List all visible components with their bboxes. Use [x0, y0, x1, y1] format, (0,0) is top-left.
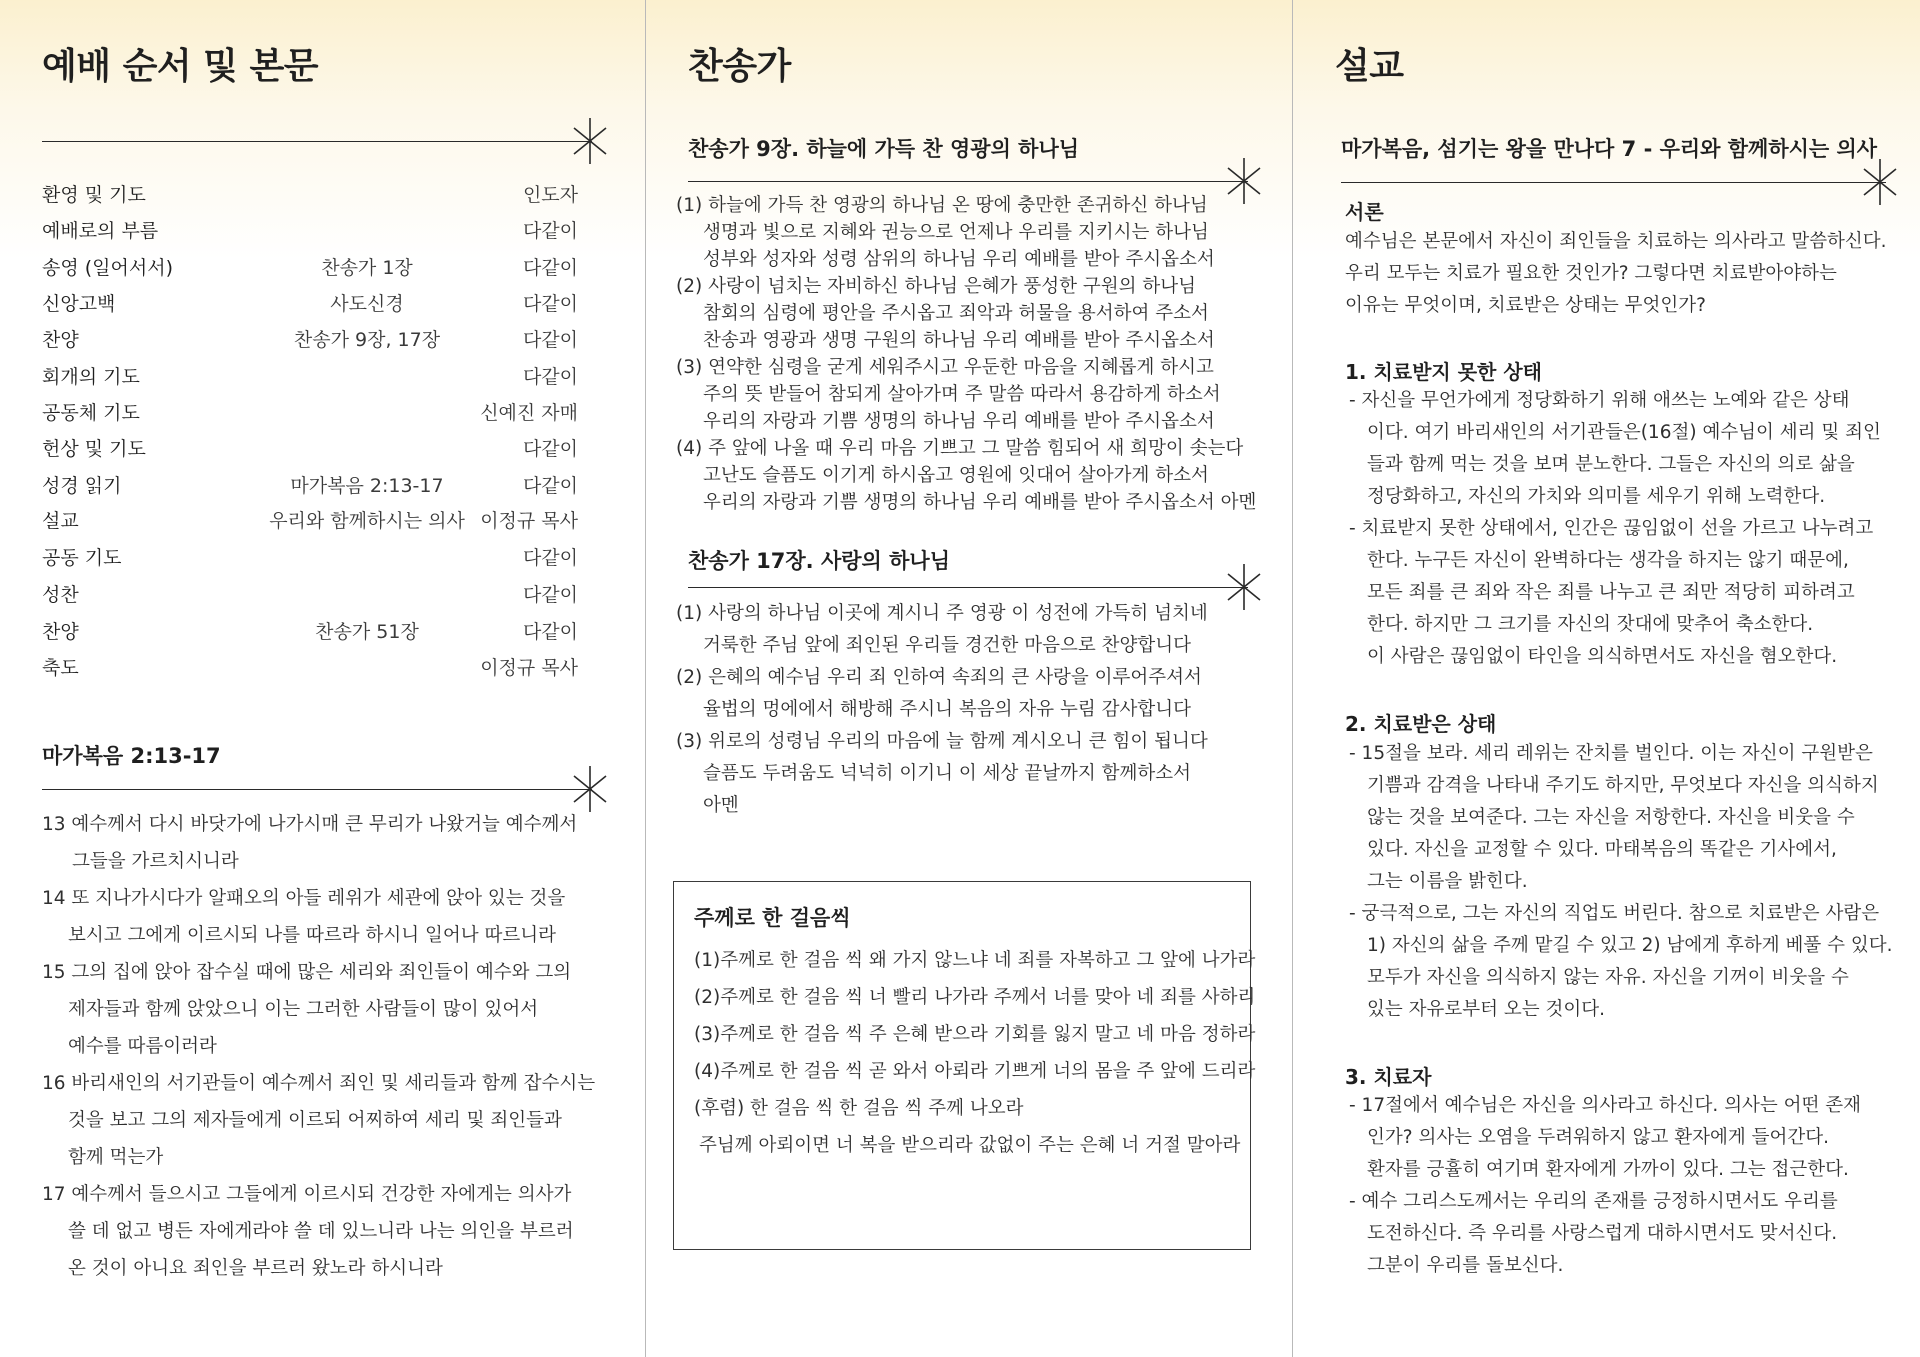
order-item: 신앙고백 [42, 293, 116, 315]
star-divider-icon [1224, 564, 1264, 610]
order-who: 다같이 [522, 329, 578, 351]
sermon-line: 환자를 긍휼히 여기며 환자에게 가까이 있다. 그는 접근한다. [1367, 1159, 1849, 1180]
chorus-lyrics [694, 942, 1255, 1164]
sermon-line: 정당화하고, 자신의 가치와 의미를 세우기 위해 노력한다. [1367, 486, 1826, 507]
sermon-line: 모든 죄를 큰 죄와 작은 죄를 나누고 큰 죄만 적당히 피하려고 [1367, 582, 1855, 603]
section2-heading: 2. 치료받은 상태 [1345, 712, 1497, 736]
lyric-line: 고난도 슬픔도 이기게 하시옵고 영원에 잇대어 살아가게 하소서 [703, 465, 1209, 486]
sermon-title: 마가복음, 섬기는 왕을 만나다 7 - 우리와 함께하시는 의사 [1341, 137, 1878, 161]
verse-line: 16 바리새인의 서기관들이 예수께서 죄인 및 세리들과 함께 잡수시는 [42, 1073, 596, 1094]
order-row [42, 398, 578, 428]
order-row [42, 653, 578, 683]
hymn1-lyrics [676, 192, 1256, 516]
lyric-line: (1)주께로 한 걸음 씩 왜 가지 않느냐 네 죄를 자복하고 그 앞에 나가라 [694, 950, 1256, 971]
order-row [42, 471, 578, 501]
lyric-line: 율법의 멍에에서 해방해 주시니 복음의 자유 누림 감사합니다 [703, 699, 1191, 720]
order-who: 다같이 [522, 475, 578, 497]
lyric-line: 찬송과 영광과 생명 구원의 하나님 우리 예배를 받아 주시옵소서 [703, 330, 1215, 351]
order-who: 다같이 [522, 220, 578, 242]
order-item: 성찬 [42, 584, 79, 606]
order-who: 다같이 [522, 621, 578, 643]
lyric-line: 참회의 심령에 평안을 주시옵고 죄악과 허물을 용서하여 주소서 [703, 303, 1209, 324]
lyric-line: 주의 뜻 받들어 참되게 살아가며 주 말씀 따라서 용감하게 하소서 [703, 384, 1221, 405]
lyric-line: (후렴) 한 걸음 씩 한 걸음 씩 주께 나오라 [694, 1098, 1024, 1119]
lyric-line: (3)주께로 한 걸음 씩 주 은혜 받으라 기회를 잃지 말고 네 마음 정하라 [694, 1024, 1256, 1045]
sermon-line: 이유는 무엇이며, 치료받은 상태는 무엇인가? [1345, 295, 1706, 316]
order-item: 성경 읽기 [42, 475, 122, 497]
sermon-line: 인가? 의사는 오염을 두려워하지 않고 환자에게 들어간다. [1367, 1127, 1830, 1148]
chorus-box [673, 881, 1256, 1250]
sermon-line: 있다. 자신을 교정할 수 있다. 마태복음의 똑같은 기사에서, [1367, 839, 1837, 860]
lyric-line: 슬픔도 두려움도 넉넉히 이기니 이 세상 끝날까지 함께하소서 [703, 763, 1191, 784]
verse-line: 13 예수께서 다시 바닷가에 나가시매 큰 무리가 나왔거늘 예수께서 [42, 814, 578, 835]
order-item: 축도 [42, 657, 79, 679]
section2-text [1349, 738, 1892, 1026]
sermon-line: 1) 자신의 삶을 주께 맡길 수 있고 2) 남에게 후하게 베풀 수 있다. [1367, 935, 1893, 956]
sermon-line: - 17절에서 예수님은 자신을 의사라고 하신다. 의사는 어떤 존재 [1349, 1095, 1862, 1116]
order-row [42, 617, 578, 647]
lyric-line: (1) 하늘에 가득 찬 영광의 하나님 온 땅에 충만한 존귀하신 하나님 [676, 195, 1208, 216]
order-detail: 찬송가 9장, 17장 [293, 329, 441, 351]
sermon-column [1293, 0, 1920, 1357]
lyric-line: 주님께 아뢰이면 너 복을 받으리라 값없이 주는 은혜 너 거절 말아라 [699, 1135, 1241, 1156]
order-item: 찬양 [42, 329, 79, 351]
star-divider-icon [570, 118, 610, 164]
verse-line: 쓸 데 없고 병든 자에게라야 쓸 데 있느니라 나는 의인을 부르러 [68, 1221, 574, 1242]
sermon-line: 들과 함께 먹는 것을 보며 분노한다. 그들은 자신의 의로 삶을 [1367, 454, 1855, 475]
order-who: 다같이 [522, 547, 578, 569]
verse-line: 17 예수께서 들으시고 그들에게 이르시되 건강한 자에게는 의사가 [42, 1184, 572, 1205]
lyric-line: (2)주께로 한 걸음 씩 너 빨리 나가라 주께서 너를 맞아 네 죄를 사하리 [694, 987, 1256, 1008]
order-row [42, 289, 578, 319]
sermon-line: - 자신을 무언가에게 정당화하기 위해 애쓰는 노예와 같은 상태 [1349, 390, 1850, 411]
sermon-line: 예수님은 본문에서 자신이 죄인들을 치료하는 의사라고 말씀하신다. [1345, 231, 1887, 252]
order-item: 찬양 [42, 621, 79, 643]
sermon-line: 이다. 여기 바리새인의 서기관들은(16절) 예수님이 세리 및 죄인 [1367, 422, 1881, 443]
order-item: 예배로의 부름 [42, 220, 159, 242]
lyric-line: (2) 은혜의 예수님 우리 죄 인하여 속죄의 큰 사랑을 이루어주셔서 [676, 667, 1202, 688]
star-divider-icon [1860, 159, 1900, 205]
order-item: 설교 [42, 510, 79, 532]
verse-line: 온 것이 아니요 죄인을 부르러 왔노라 하시니라 [68, 1258, 443, 1279]
scripture-title: 마가복음 2:13-17 [42, 744, 221, 768]
sermon-line: 있는 자유로부터 오는 것이다. [1367, 999, 1605, 1020]
order-who: 다같이 [522, 257, 578, 279]
intro-text [1345, 226, 1887, 322]
order-row [42, 325, 578, 355]
order-title: 예배 순서 및 본문 [42, 46, 319, 87]
lyric-line: (4) 주 앞에 나올 때 우리 마음 기쁘고 그 말씀 힘되어 새 희망이 솟는다 [676, 438, 1244, 459]
order-detail: 마가복음 2:13-17 [290, 475, 444, 497]
order-row [42, 543, 578, 573]
lyric-line: 우리의 자랑과 기쁨 생명의 하나님 우리 예배를 받아 주시옵소서 아멘 [703, 492, 1257, 513]
divider-rule [1341, 182, 1886, 183]
verse-line: 제자들과 함께 앉았으니 이는 그러한 사람들이 많이 있어서 [68, 999, 539, 1020]
lyric-line: (2) 사랑이 넘치는 자비하신 하나님 은혜가 풍성한 구원의 하나님 [676, 276, 1197, 297]
section1-text [1349, 385, 1881, 673]
lyric-line: (3) 연약한 심령을 굳게 세워주시고 우둔한 마음을 지혜롭게 하시고 [676, 357, 1214, 378]
section1-heading: 1. 치료받지 못한 상태 [1345, 360, 1542, 384]
divider-rule [688, 587, 1248, 588]
order-item: 헌상 및 기도 [42, 438, 146, 460]
order-item: 공동 기도 [42, 547, 122, 569]
section3-heading: 3. 치료자 [1345, 1065, 1432, 1089]
sermon-heading: 설교 [1335, 46, 1404, 87]
order-detail: 우리와 함께하시는 의사 [269, 510, 465, 532]
intro-heading: 서론 [1345, 200, 1384, 224]
lyric-line: (3) 위로의 성령님 우리의 마음에 늘 함께 계시오니 큰 힘이 됩니다 [676, 731, 1208, 752]
order-row [42, 434, 578, 464]
divider-rule [42, 141, 592, 142]
lyric-line: 성부와 성자와 성령 삼위의 하나님 우리 예배를 받아 주시옵소서 [703, 249, 1215, 270]
sermon-line: 그분이 우리를 돌보신다. [1367, 1255, 1564, 1276]
lyric-line: 아멘 [703, 795, 739, 816]
order-row [42, 506, 578, 536]
scripture-text [42, 806, 595, 1287]
lyric-line: (1) 사랑의 하나님 이곳에 계시니 주 영광 이 성전에 가득히 넘치네 [676, 603, 1208, 624]
order-item: 송영 (일어서서) [42, 257, 173, 279]
order-who: 다같이 [522, 438, 578, 460]
verse-line: 15 그의 집에 앉아 잡수실 때에 많은 세리와 죄인들이 예수와 그의 [42, 962, 572, 983]
sermon-line: 우리 모두는 치료가 필요한 것인가? 그렇다면 치료받아야하는 [1345, 263, 1837, 284]
sermon-line: - 예수 그리스도께서는 우리의 존재를 긍정하시면서도 우리를 [1349, 1191, 1838, 1212]
verse-line: 보시고 그에게 이르시되 나를 따르라 하시니 일어나 따르니라 [68, 925, 556, 946]
hymn-title: 찬송가 [688, 46, 791, 87]
order-column [0, 0, 646, 1357]
order-who: 다같이 [522, 366, 578, 388]
lyric-line: 거룩한 주님 앞에 죄인된 우리들 경건한 마음으로 찬양합니다 [703, 635, 1191, 656]
hymn2-lyrics [676, 598, 1208, 822]
chorus-box-title: 주께로 한 걸음씩 [694, 906, 851, 930]
order-row [42, 216, 578, 246]
order-row [42, 180, 578, 210]
verse-line: 것을 보고 그의 제자들에게 이르되 어찌하여 세리 및 죄인들과 [68, 1110, 562, 1131]
sermon-line: - 15절을 보라. 세리 레위는 잔치를 벌인다. 이는 자신이 구원받은 [1349, 743, 1873, 764]
order-row [42, 362, 578, 392]
verse-line: 예수를 따름이러라 [68, 1036, 217, 1057]
order-detail: 찬송가 1장 [321, 257, 413, 279]
verse-line: 14 또 지나가시다가 알패오의 아들 레위가 세관에 앉아 있는 것을 [42, 888, 566, 909]
sermon-line: 한다. 누구든 자신이 완벽하다는 생각을 하지는 않기 때문에, [1367, 550, 1849, 571]
order-who: 다같이 [522, 584, 578, 606]
sermon-line: 않는 것을 보여준다. 그는 자신을 저항한다. 자신을 비웃을 수 [1367, 807, 1855, 828]
divider-rule [688, 181, 1248, 182]
hymn2-title: 찬송가 17장. 사랑의 하나님 [688, 549, 950, 573]
sermon-line: 기쁨과 감격을 나타내 주기도 하지만, 무엇보다 자신을 의식하지 [1367, 775, 1879, 796]
verse-line: 함께 먹는가 [68, 1147, 164, 1168]
order-detail: 사도신경 [330, 293, 404, 315]
sermon-line: 한다. 하지만 그 크기를 자신의 잣대에 맞추어 축소한다. [1367, 614, 1814, 635]
sermon-line: 도전하신다. 즉 우리를 사랑스럽게 대하시면서도 맞서신다. [1367, 1223, 1838, 1244]
order-who: 이정규 목사 [480, 657, 578, 679]
order-row [42, 580, 578, 610]
hymn1-title: 찬송가 9장. 하늘에 가득 찬 영광의 하나님 [688, 137, 1080, 161]
order-who: 인도자 [522, 184, 578, 206]
sermon-line: 모두가 자신을 의식하지 않는 자유. 자신을 기꺼이 비웃을 수 [1367, 967, 1849, 988]
lyric-line: 생명과 빛으로 지혜와 권능으로 언제나 우리를 지키시는 하나님 [703, 222, 1209, 243]
hymn-column [646, 0, 1293, 1357]
order-who: 이정규 목사 [480, 510, 578, 532]
order-who: 다같이 [522, 293, 578, 315]
order-item: 환영 및 기도 [42, 184, 146, 206]
order-detail: 찬송가 51장 [315, 621, 419, 643]
verse-line: 그들을 가르치시니라 [72, 851, 239, 872]
lyric-line: 우리의 자랑과 기쁨 생명의 하나님 우리 예배를 받아 주시옵소서 [703, 411, 1215, 432]
divider-rule [42, 789, 592, 790]
sermon-line: 이 사람은 끊임없이 타인을 의식하면서도 자신을 혐오한다. [1367, 646, 1838, 667]
order-who: 신예진 자매 [480, 402, 578, 424]
sermon-line: - 치료받지 못한 상태에서, 인간은 끊임없이 선을 가르고 나누려고 [1349, 518, 1874, 539]
sermon-line: 그는 이름을 밝힌다. [1367, 871, 1528, 892]
lyric-line: (4)주께로 한 걸음 씩 곧 와서 아뢰라 기쁘게 너의 몸을 주 앞에 드리라 [694, 1061, 1256, 1082]
sermon-line: - 궁극적으로, 그는 자신의 직업도 버린다. 참으로 치료받은 사람은 [1349, 903, 1880, 924]
order-row [42, 253, 578, 283]
order-item: 공동체 기도 [42, 402, 140, 424]
section3-text [1349, 1090, 1861, 1282]
order-item: 회개의 기도 [42, 366, 140, 388]
